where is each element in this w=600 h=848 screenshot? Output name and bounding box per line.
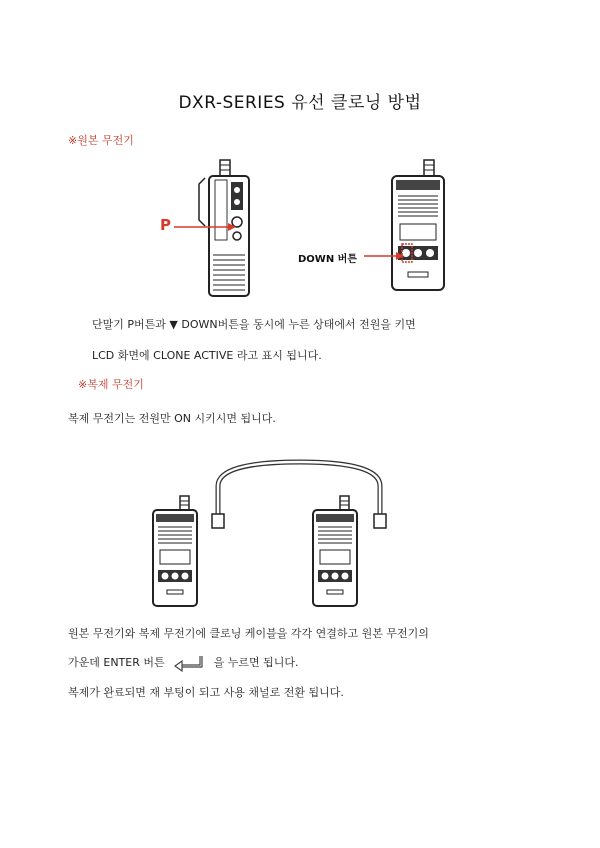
instruction-line-1a: 단말기 P버튼과 [92,318,170,331]
connect-line-2a: 가운데 ENTER 버튼 [68,656,165,669]
arrow-right-icon [174,222,236,232]
instruction-line-1b: DOWN버튼을 동시에 누른 상태에서 전원을 키면 [177,318,416,331]
radio-front-view [310,496,360,608]
triangle-down-icon: ▼ [169,318,178,331]
instruction-line-1 [92,316,416,332]
original-radio-heading: ※원본 무전기 [68,134,134,147]
arrow-right-icon [364,251,404,261]
connect-line-1: 원본 무전기와 복제 무전기에 클로닝 케이블을 각각 연결하고 원본 무전기의 [68,627,429,640]
radio-front-view [150,496,200,608]
page-title: DXR-SERIES 유선 클로닝 방법 [178,93,422,113]
down-button-label: DOWN 버튼 [298,254,358,265]
connect-line-2 [68,654,299,671]
p-button-label: P [160,216,171,234]
instruction-line-2: LCD 화면에 CLONE ACTIVE 라고 표시 됩니다. [92,349,322,362]
cloning-cable [200,456,400,536]
copy-radio-heading: ※복제 무전기 [78,378,144,391]
final-line: 복제가 완료되면 재 부팅이 되고 사용 채널로 전환 됩니다. [68,686,344,699]
radio-front-view [388,160,448,292]
copy-radio-instruction: 복제 무전기는 전원만 ON 시키시면 됩니다. [68,412,276,425]
connect-line-2b: 을 누르면 됩니다. [213,656,299,669]
enter-key-icon [174,655,204,671]
